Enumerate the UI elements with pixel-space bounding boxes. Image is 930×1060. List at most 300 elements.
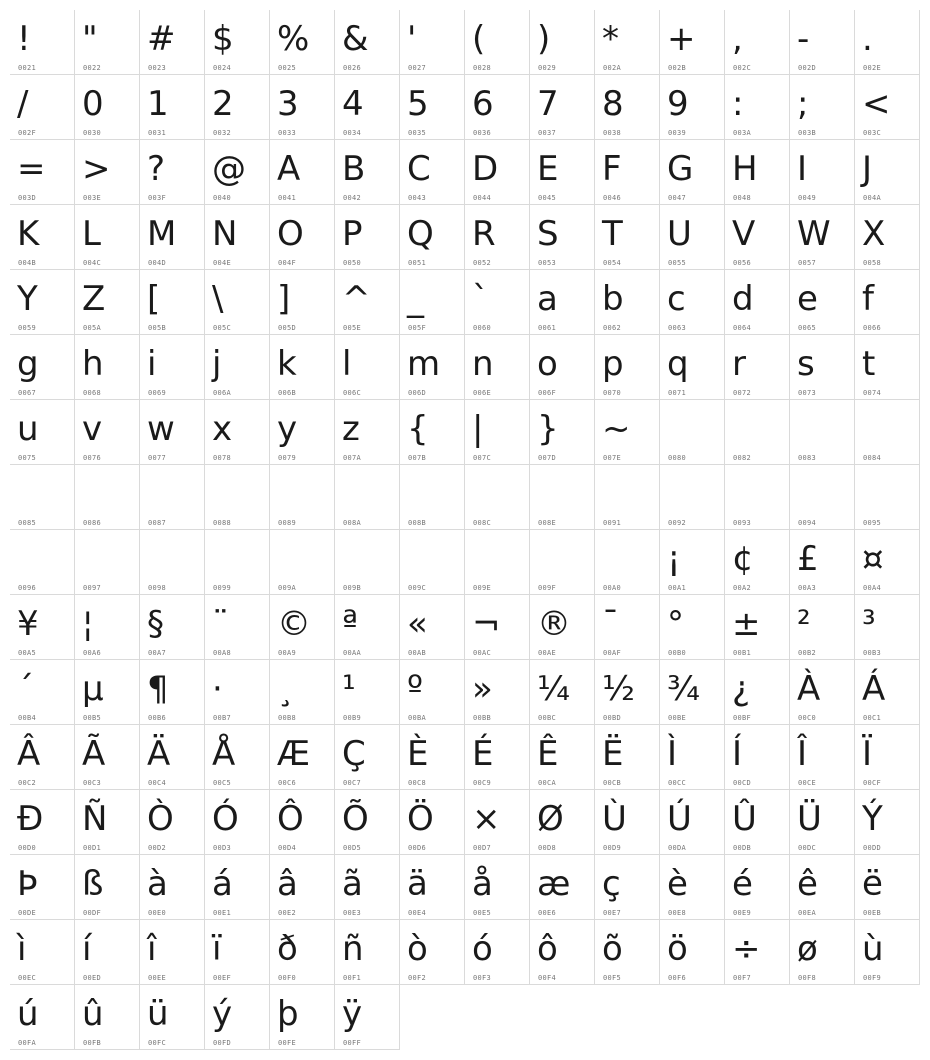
glyph-char: ½ (602, 669, 635, 709)
glyph-cell (855, 205, 920, 270)
glyph-cell (595, 465, 660, 530)
glyph-code: 002D (798, 64, 817, 72)
glyph-code: 002B (668, 64, 687, 72)
glyph-cell (660, 790, 725, 855)
glyph-code: 00A9 (278, 649, 297, 657)
glyph-char: d (732, 279, 754, 319)
glyph-code: 0064 (733, 324, 752, 332)
glyph-char: t (862, 344, 876, 384)
glyph-cell (855, 660, 920, 725)
glyph-cell (725, 140, 790, 205)
glyph-code: 00F4 (538, 974, 557, 982)
glyph-cell (140, 725, 205, 790)
glyph-code: 00B3 (863, 649, 882, 657)
glyph-char: ¥ (17, 604, 39, 644)
glyph-code: 00BC (538, 714, 557, 722)
glyph-char: f (862, 279, 874, 319)
glyph-cell (400, 270, 465, 335)
glyph-code: 00E7 (603, 909, 622, 917)
glyph-cell (335, 270, 400, 335)
glyph-cell (400, 595, 465, 660)
glyph-char: ( (472, 19, 486, 59)
glyph-code: 0046 (603, 194, 622, 202)
glyph-cell (10, 205, 75, 270)
glyph-char: x (212, 409, 233, 449)
glyph-cell (205, 10, 270, 75)
glyph-cell (140, 205, 205, 270)
glyph-code: 0087 (148, 519, 167, 527)
glyph-cell (400, 465, 465, 530)
glyph-code: 006E (473, 389, 492, 397)
glyph-char: * (602, 19, 619, 59)
glyph-char: $ (212, 19, 234, 59)
glyph-char: × (472, 799, 501, 839)
glyph-code: 00AA (343, 649, 362, 657)
glyph-char: Í (732, 734, 743, 774)
glyph-code: 0076 (83, 454, 102, 462)
glyph-cell (335, 660, 400, 725)
glyph-char: Y (17, 279, 38, 319)
glyph-char: F (602, 149, 622, 189)
glyph-code: 00ED (83, 974, 102, 982)
glyph-char: ê (797, 864, 818, 904)
glyph-char: ß (82, 864, 104, 904)
glyph-cell (465, 855, 530, 920)
glyph-char: â (277, 864, 298, 904)
glyph-code: 007E (603, 454, 622, 462)
glyph-char: T (602, 214, 623, 254)
glyph-code: 009E (473, 584, 492, 592)
glyph-code: 0099 (213, 584, 232, 592)
glyph-code: 00E9 (733, 909, 752, 917)
glyph-code: 0025 (278, 64, 297, 72)
glyph-code: 0054 (603, 259, 622, 267)
glyph-char: æ (537, 864, 571, 904)
glyph-char: ó (472, 929, 493, 969)
glyph-code: 009B (343, 584, 362, 592)
glyph-cell (270, 725, 335, 790)
glyph-char: _ (407, 279, 424, 319)
glyph-code: 00F7 (733, 974, 752, 982)
glyph-code: 00AF (603, 649, 622, 657)
glyph-cell (10, 270, 75, 335)
glyph-char: @ (212, 149, 246, 189)
glyph-code: 00D6 (408, 844, 427, 852)
glyph-code: 0065 (798, 324, 817, 332)
glyph-code: 00A2 (733, 584, 752, 592)
glyph-code: 00D2 (148, 844, 167, 852)
glyph-code: 002C (733, 64, 752, 72)
glyph-char: 7 (537, 84, 559, 124)
glyph-cell (790, 530, 855, 595)
glyph-code: 0030 (83, 129, 102, 137)
glyph-char: Æ (277, 734, 311, 774)
glyph-cell (530, 140, 595, 205)
glyph-cell (725, 75, 790, 140)
glyph-char: ¢ (732, 539, 754, 579)
glyph-char: è (667, 864, 688, 904)
glyph-code: 0050 (343, 259, 362, 267)
glyph-char: Ë (602, 734, 624, 774)
glyph-char: Õ (342, 799, 369, 839)
glyph-code: 00FD (213, 1039, 232, 1047)
glyph-cell (400, 400, 465, 465)
glyph-cell (10, 725, 75, 790)
glyph-char: 9 (667, 84, 689, 124)
glyph-cell (790, 400, 855, 465)
glyph-code: 0042 (343, 194, 362, 202)
glyph-char: i (147, 344, 157, 384)
glyph-char: G (667, 149, 694, 189)
glyph-char: î (147, 929, 157, 969)
glyph-code: 00BA (408, 714, 427, 722)
glyph-code: 0021 (18, 64, 37, 72)
glyph-code: 0057 (798, 259, 817, 267)
glyph-char: 6 (472, 84, 494, 124)
glyph-cell (10, 790, 75, 855)
glyph-code: 007D (538, 454, 557, 462)
glyph-char: / (17, 84, 29, 124)
glyph-code: 003A (733, 129, 752, 137)
glyph-code: 00BF (733, 714, 752, 722)
glyph-char: D (472, 149, 499, 189)
glyph-cell (465, 10, 530, 75)
glyph-code: 005C (213, 324, 232, 332)
glyph-code: 00F0 (278, 974, 297, 982)
glyph-code: 0037 (538, 129, 557, 137)
glyph-cell (530, 725, 595, 790)
glyph-code: 0048 (733, 194, 752, 202)
glyph-code: 0086 (83, 519, 102, 527)
glyph-cell (10, 855, 75, 920)
glyph-char: ö (667, 929, 688, 969)
glyph-code: 0079 (278, 454, 297, 462)
glyph-code: 0044 (473, 194, 492, 202)
glyph-char: 4 (342, 84, 364, 124)
glyph-code: 00A1 (668, 584, 687, 592)
glyph-cell (790, 465, 855, 530)
glyph-cell (595, 75, 660, 140)
glyph-code: 00C3 (83, 779, 102, 787)
glyph-code: 0031 (148, 129, 167, 137)
glyph-char: Ô (277, 799, 304, 839)
glyph-code: 0091 (603, 519, 622, 527)
glyph-char: } (537, 409, 559, 449)
glyph-cell (790, 660, 855, 725)
glyph-cell (465, 530, 530, 595)
glyph-cell (270, 10, 335, 75)
glyph-cell (205, 660, 270, 725)
glyph-code: 0063 (668, 324, 687, 332)
glyph-code: 00C9 (473, 779, 492, 787)
glyph-cell (855, 465, 920, 530)
glyph-char: I (797, 149, 808, 189)
glyph-cell (660, 400, 725, 465)
glyph-cell (660, 920, 725, 985)
glyph-cell (75, 205, 140, 270)
glyph-code: 0027 (408, 64, 427, 72)
glyph-cell (205, 855, 270, 920)
glyph-char: õ (602, 929, 623, 969)
glyph-cell (270, 270, 335, 335)
glyph-char: ' (407, 19, 417, 59)
glyph-char: Á (862, 669, 886, 709)
glyph-cell (335, 920, 400, 985)
glyph-cell (10, 985, 75, 1050)
glyph-code: 008C (473, 519, 492, 527)
glyph-char: ¾ (667, 669, 700, 709)
glyph-cell (725, 595, 790, 660)
glyph-code: 00C6 (278, 779, 297, 787)
glyph-code: 00FF (343, 1039, 362, 1047)
glyph-code: 0058 (863, 259, 882, 267)
glyph-cell (595, 205, 660, 270)
glyph-char: u (17, 409, 39, 449)
glyph-cell (270, 400, 335, 465)
glyph-cell (10, 400, 75, 465)
glyph-cell (465, 920, 530, 985)
glyph-code: 003F (148, 194, 167, 202)
glyph-cell (465, 400, 530, 465)
glyph-char: É (472, 734, 494, 774)
glyph-code: 0077 (148, 454, 167, 462)
glyph-cell (660, 140, 725, 205)
glyph-cell (400, 140, 465, 205)
glyph-char: V (732, 214, 756, 254)
glyph-code: 006B (278, 389, 297, 397)
glyph-code: 00D1 (83, 844, 102, 852)
glyph-code: 00A6 (83, 649, 102, 657)
glyph-code: 00BD (603, 714, 622, 722)
glyph-code: 00F6 (668, 974, 687, 982)
glyph-code: 006C (343, 389, 362, 397)
glyph-cell (725, 335, 790, 400)
glyph-code: 0024 (213, 64, 232, 72)
glyph-char: ì (17, 929, 27, 969)
glyph-code: 007B (408, 454, 427, 462)
glyph-cell (595, 270, 660, 335)
glyph-char: . (862, 19, 873, 59)
glyph-char: ÷ (732, 929, 761, 969)
glyph-code: 00E3 (343, 909, 362, 917)
glyph-char: ò (407, 929, 428, 969)
glyph-cell (75, 595, 140, 660)
glyph-char: ¯ (602, 604, 619, 644)
glyph-cell (530, 205, 595, 270)
glyph-cell (75, 270, 140, 335)
glyph-code: 00F1 (343, 974, 362, 982)
glyph-code: 00DA (668, 844, 687, 852)
glyph-cell (725, 790, 790, 855)
glyph-cell (465, 465, 530, 530)
glyph-cell (660, 465, 725, 530)
glyph-char: ù (862, 929, 884, 969)
glyph-code: 00A3 (798, 584, 817, 592)
glyph-code: 0069 (148, 389, 167, 397)
glyph-char: - (797, 19, 810, 59)
glyph-cell (465, 790, 530, 855)
glyph-code: 0070 (603, 389, 622, 397)
glyph-char: # (147, 19, 176, 59)
glyph-code: 005D (278, 324, 297, 332)
glyph-code: 00CF (863, 779, 882, 787)
glyph-cell (660, 10, 725, 75)
glyph-code: 00E2 (278, 909, 297, 917)
glyph-cell (530, 270, 595, 335)
glyph-char: ð (277, 929, 298, 969)
glyph-code: 0056 (733, 259, 752, 267)
glyph-code: 00B8 (278, 714, 297, 722)
glyph-code: 0045 (538, 194, 557, 202)
glyph-code: 002E (863, 64, 882, 72)
glyph-cell (75, 75, 140, 140)
glyph-cell (790, 10, 855, 75)
glyph-code: 00AC (473, 649, 492, 657)
glyph-code: 006A (213, 389, 232, 397)
glyph-code: 0096 (18, 584, 37, 592)
glyph-cell (725, 400, 790, 465)
glyph-cell (10, 660, 75, 725)
glyph-char: ú (17, 994, 39, 1034)
glyph-code: 0093 (733, 519, 752, 527)
glyph-char: ! (17, 19, 31, 59)
glyph-char: + (667, 19, 696, 59)
glyph-cell (205, 270, 270, 335)
glyph-cell (595, 725, 660, 790)
glyph-cell (75, 10, 140, 75)
glyph-char: Q (407, 214, 434, 254)
glyph-char: , (732, 19, 743, 59)
glyph-char: ô (537, 929, 558, 969)
glyph-code: 0092 (668, 519, 687, 527)
glyph-char: ¤ (862, 539, 884, 579)
glyph-code: 00C4 (148, 779, 167, 787)
glyph-cell (855, 790, 920, 855)
glyph-code: 0098 (148, 584, 167, 592)
glyph-code: 00F3 (473, 974, 492, 982)
glyph-cell (205, 985, 270, 1050)
glyph-char: Ä (147, 734, 171, 774)
glyph-cell (75, 465, 140, 530)
glyph-char: y (277, 409, 298, 449)
glyph-cell (205, 400, 270, 465)
glyph-cell (270, 855, 335, 920)
glyph-char: ø (797, 929, 818, 969)
glyph-cell (140, 140, 205, 205)
glyph-code: 009F (538, 584, 557, 592)
glyph-code: 0097 (83, 584, 102, 592)
glyph-char: ç (602, 864, 621, 904)
glyph-cell (10, 465, 75, 530)
glyph-code: 0072 (733, 389, 752, 397)
glyph-cell (660, 725, 725, 790)
glyph-code: 00AB (408, 649, 427, 657)
glyph-char: ï (212, 929, 222, 969)
glyph-code: 00FE (278, 1039, 297, 1047)
glyph-code: 0035 (408, 129, 427, 137)
glyph-cell (790, 270, 855, 335)
glyph-cell (790, 855, 855, 920)
glyph-char: Ý (862, 799, 883, 839)
glyph-char: { (407, 409, 429, 449)
glyph-cell (270, 465, 335, 530)
glyph-code: 0038 (603, 129, 622, 137)
glyph-cell (725, 855, 790, 920)
glyph-cell (595, 660, 660, 725)
glyph-cell (270, 595, 335, 660)
glyph-code: 003B (798, 129, 817, 137)
glyph-char: Ê (537, 734, 559, 774)
glyph-code: 0055 (668, 259, 687, 267)
glyph-char: j (212, 344, 222, 384)
glyph-cell (270, 790, 335, 855)
glyph-code: 00E4 (408, 909, 427, 917)
glyph-cell (465, 660, 530, 725)
glyph-code: 0083 (798, 454, 817, 462)
glyph-char: Ø (537, 799, 564, 839)
glyph-char: z (342, 409, 360, 449)
glyph-cell (400, 75, 465, 140)
glyph-cell (530, 790, 595, 855)
glyph-char: ¡ (667, 539, 681, 579)
glyph-code: 00CC (668, 779, 687, 787)
glyph-code: 0043 (408, 194, 427, 202)
glyph-char: W (797, 214, 831, 254)
glyph-char: E (537, 149, 559, 189)
glyph-cell (205, 75, 270, 140)
glyph-cell (855, 140, 920, 205)
glyph-cell (530, 10, 595, 75)
glyph-cell (335, 10, 400, 75)
glyph-cell (75, 985, 140, 1050)
glyph-char: S (537, 214, 559, 254)
glyph-code: 004B (18, 259, 37, 267)
glyph-code: 00C0 (798, 714, 817, 722)
glyph-char: r (732, 344, 746, 384)
glyph-code: 00DB (733, 844, 752, 852)
glyph-cell (140, 855, 205, 920)
glyph-code: 003C (863, 129, 882, 137)
glyph-code: 004E (213, 259, 232, 267)
glyph-cell (595, 400, 660, 465)
glyph-cell (400, 855, 465, 920)
glyph-char: þ (277, 994, 299, 1034)
glyph-cell (400, 920, 465, 985)
glyph-cell (75, 855, 140, 920)
glyph-cell (855, 10, 920, 75)
glyph-char: Î (797, 734, 808, 774)
glyph-cell (855, 725, 920, 790)
glyph-code: 00F5 (603, 974, 622, 982)
glyph-code: 0041 (278, 194, 297, 202)
glyph-cell (335, 400, 400, 465)
glyph-code: 0047 (668, 194, 687, 202)
glyph-char: P (342, 214, 363, 254)
glyph-cell (595, 335, 660, 400)
glyph-code: 0026 (343, 64, 362, 72)
glyph-char: & (342, 19, 369, 59)
glyph-code: 00F9 (863, 974, 882, 982)
glyph-cell (335, 335, 400, 400)
glyph-char: « (407, 604, 428, 644)
glyph-char: ® (537, 604, 571, 644)
glyph-code: 0094 (798, 519, 817, 527)
glyph-cell (270, 205, 335, 270)
glyph-cell (595, 140, 660, 205)
glyph-cell (270, 335, 335, 400)
glyph-cell (140, 790, 205, 855)
glyph-cell (205, 465, 270, 530)
